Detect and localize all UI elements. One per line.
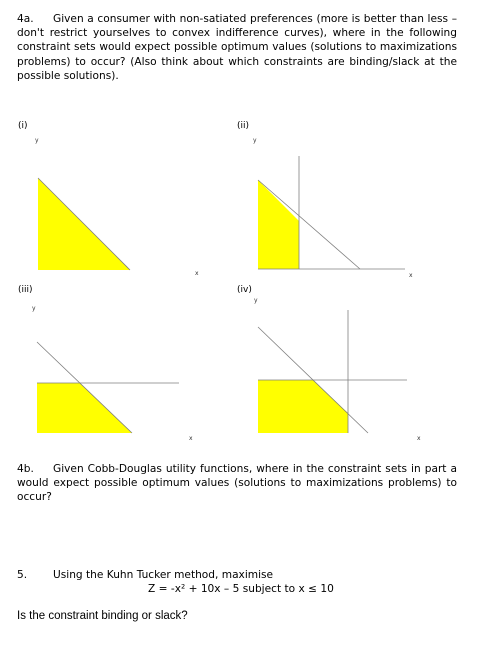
diagram-ii-x-label: x (409, 272, 413, 279)
diagram-i-label: (i) (18, 121, 28, 131)
question-4b-number: 4b. (17, 463, 34, 475)
question-5-prompt: Is the constraint binding or slack? (17, 610, 188, 622)
question-4b (17, 462, 457, 505)
diagram-iii-label: (iii) (18, 285, 33, 295)
diagram-iv-y-label: y (254, 297, 258, 304)
diagram-ii (258, 156, 405, 269)
question-4b-text: Given Cobb-Douglas utility functions, where in the constraint sets in part a would expect possible optimum values (solutions to maximizations problems) to occur? (17, 463, 457, 504)
diagram-iv-x-label: x (417, 435, 421, 442)
diagram-iv-label: (iv) (237, 285, 252, 295)
diagram-ii-y-label: y (253, 137, 257, 144)
diagram-iii-y-label: y (32, 305, 36, 312)
diagram-i (38, 178, 130, 270)
question-5-text: Using the Kuhn Tucker method, maximise (53, 569, 274, 581)
question-5-equation: Z = -x² + 10x – 5 subject to x ≤ 10 (148, 583, 334, 595)
question-5 (17, 568, 457, 582)
diagram-i-x-label: x (195, 270, 199, 277)
diagram-iii-feasible-region (37, 383, 132, 433)
diagram-iv-feasible-region (258, 380, 348, 433)
diagram-iii (37, 342, 179, 433)
question-4a-text: Given a consumer with non-satiated preferences (more is better than less – don't restrict yourselves to convex indifference curves), where in the following constraint sets would expect possible optimum values (solutions to maximizations problems) to occur? (Also think about which constraints are binding/slack at the possible solutions). (17, 13, 457, 82)
diagram-iv (258, 310, 407, 433)
question-4a-number: 4a. (17, 13, 34, 25)
diagram-ii-feasible-region (258, 180, 299, 269)
question-5-number: 5. (17, 569, 28, 581)
diagram-ii-label: (ii) (237, 121, 250, 131)
diagram-iii-x-label: x (189, 435, 193, 442)
diagram-i-y-label: y (35, 137, 39, 144)
